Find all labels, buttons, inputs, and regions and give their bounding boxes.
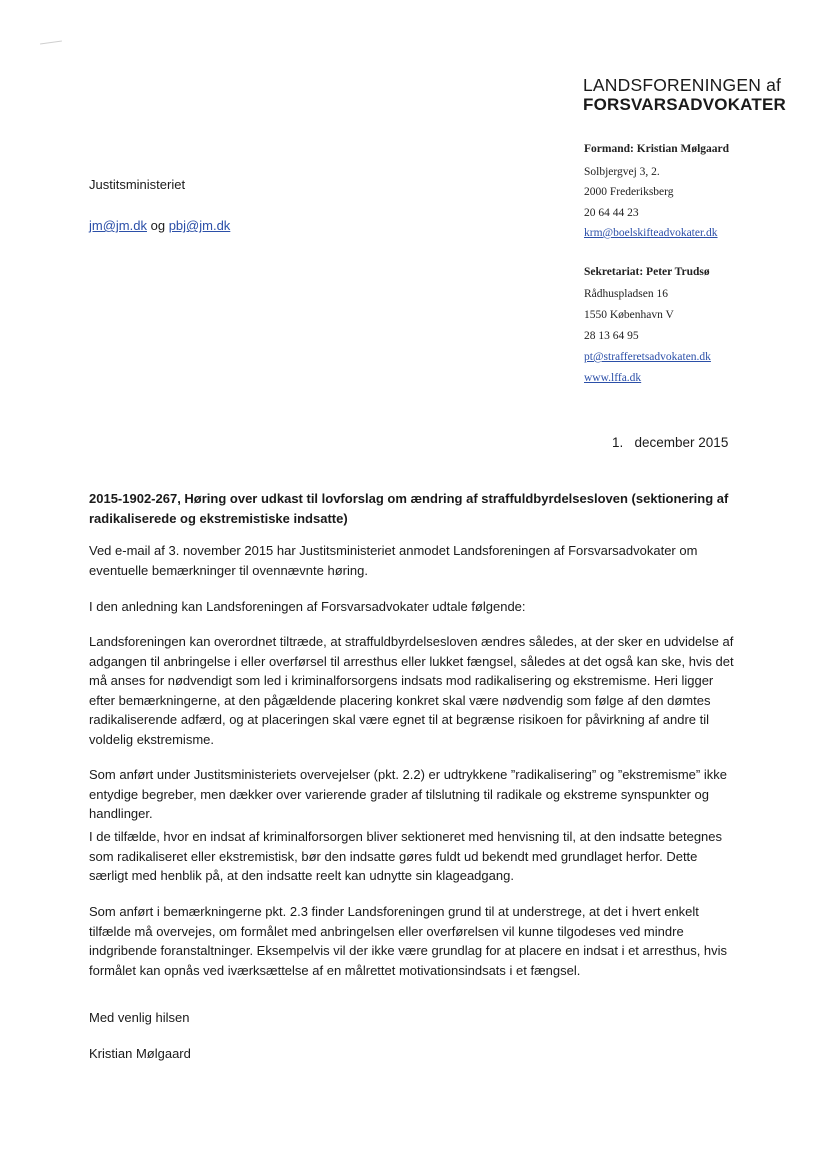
letter-paragraph-5: I de tilfælde, hvor en indsat af kriminalforsorgen bliver sektioneret med henvisning til, at den indsatte betegnes som radikaliseret eller ekstremistisk, bør den indsatte gøres fuldt ud bekendt med grundlaget herfor. Dette særligt med henblik på, at den indsatte reelt kan udnytte sin klageadgang. (89, 829, 723, 883)
recipient-email-link-2[interactable]: pbj@jm.dk (168, 218, 231, 233)
chair-phone: 20 64 44 23 (584, 207, 639, 219)
secretariat-address-line-1: Rådhuspladsen 16 (584, 288, 669, 300)
secretariat-address-line-2: 1550 København V (584, 309, 674, 321)
recipient-email-conjunction: og (150, 218, 166, 233)
secretariat-phone: 28 13 64 95 (584, 330, 639, 342)
logo-line-2: FORSVARSADVOKATER (583, 95, 787, 114)
chair-email-link[interactable]: krm@boelskifteadvokater.dk (584, 227, 718, 239)
letter-paragraph-4: Som anført under Justitsministeriets overvejelser (pkt. 2.2) er udtrykkene ”radikalisering” og ”ekstremisme” ikke entydige begreber, men dækker over varierende grader af tilslutning til radikale og ekstreme synspunkter og handlinger. (89, 767, 727, 821)
letter-closing: Med venlig hilsen (89, 1010, 190, 1025)
letter-subject: 2015-1902-267, Høring over udkast til lovforslag om ændring af straffuldbyrdelsesloven (sektionering af radikaliserede og ekstremistiske indsatte) (89, 491, 729, 526)
secretariat-website-link[interactable]: www.lffa.dk (584, 372, 642, 384)
chair-title: Formand: Kristian Mølgaard (584, 143, 730, 155)
secretariat-email-link[interactable]: pt@strafferetsadvokaten.dk (584, 351, 711, 363)
chair-address-line-2: 2000 Frederiksberg (584, 186, 674, 198)
recipient-name: Justitsministeriet (89, 177, 186, 192)
letter-paragraph-2: I den anledning kan Landsforeningen af Forsvarsadvokater udtale følgende: (89, 599, 526, 614)
letter-paragraph-3: Landsforeningen kan overordnet tiltræde, at straffuldbyrdelsesloven ændres således, at der sker en udvidelse af adgangen til anbringelse i eller overførsel til arresthus eller lukket fængsel, således at det også kan ske, hvis det må anses for nødvendigt som led i kriminalforsorgens indsats mod radikalisering og ekstremisme. Heri ligger efter bemærkningerne, at den pågældende placering konkret skal være nødvendig som følge af den dømtes radikaliserende adfærd, og at placeringen skal være egnet til at begrænse risikoen for påvirkning af andre til voldelig ekstremisme. (89, 634, 734, 747)
organization-logo (583, 75, 787, 114)
letter-paragraph-6: Som anført i bemærkningerne pkt. 2.3 finder Landsforeningen grund til at understrege, at det i hvert enkelt tilfælde må overvejes, om formålet med anbringelsen eller overførelsen vil kunne tilgodeses ved mindre indgribende foranstaltninger. Eksempelvis vil der ikke være grundlag for at placere en indsat i et arresthus, hvis formålet kan opnås ved iværksættelse af en målrettet motivationsindsats i et fængsel. (89, 904, 728, 978)
logo-line-1: LANDSFORENINGEN af (583, 75, 782, 95)
recipient-emails (89, 218, 230, 233)
letter-paragraph-1: Ved e-mail af 3. november 2015 har Justitsministeriet anmodet Landsforeningen af Forsvarsadvokater om eventuelle bemærkninger til ovennævnte høring. (89, 543, 698, 578)
recipient-email-link-1[interactable]: jm@jm.dk (89, 218, 147, 233)
letter-signer: Kristian Mølgaard (89, 1046, 191, 1061)
letter-date: 1. december 2015 (612, 435, 729, 450)
scan-mark (40, 40, 62, 44)
secretariat-title: Sekretariat: Peter Trudsø (584, 266, 710, 278)
chair-address-line-1: Solbjergvej 3, 2. (584, 166, 660, 178)
